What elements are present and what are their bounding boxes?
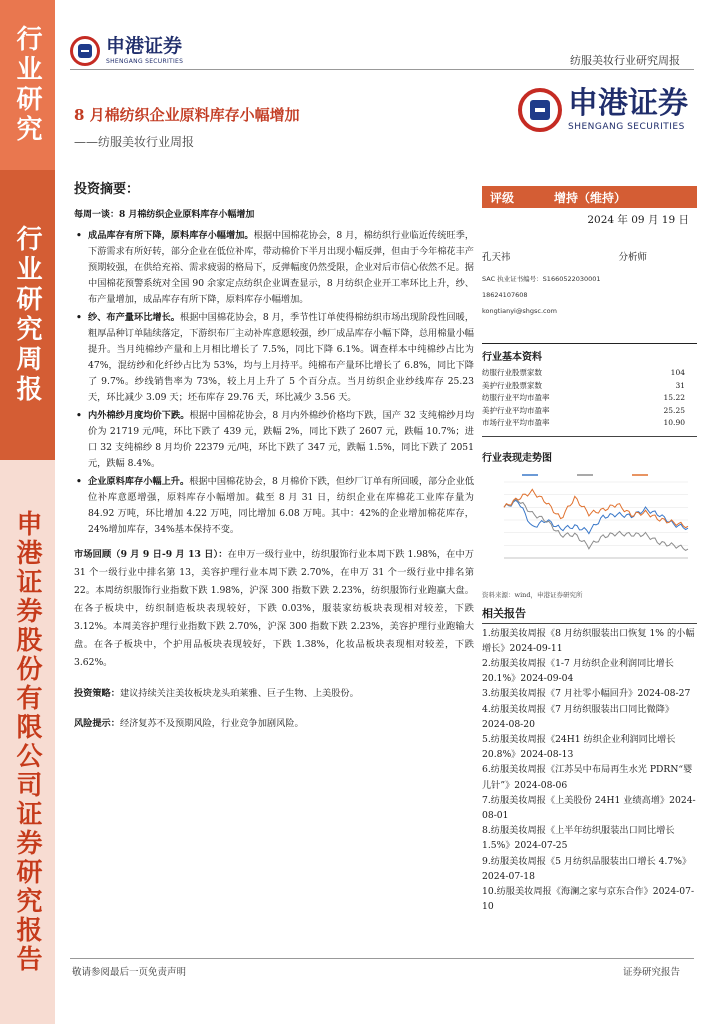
sidebar-section-weekly [0, 170, 55, 460]
logo-icon-large [518, 88, 562, 132]
related-report-item[interactable]: 7.纺服美妆周报《上美股份 24H1 业绩高增》2024-08-01 [482, 794, 696, 821]
industry-info-divider [482, 436, 697, 437]
summary-bullet: • 纱、布产量环比增长。根据中国棉花协会，8 月，季节性订单使得棉纺织市场出现阶段性回暖，粗厚品种订单陆续落定，下游织布厂主动补库意愿较强，纱厂成品库存小幅下降，总用棉量小幅提升。当月纯棉纱产量和上月相比增长了 7.5%，同比下降 6.1%。调查样本中纯棉纱占比为 47%，混纺纱和化纤纱占比为 53%，均与上月持平。纯棉布产量环比增长了 6.8%，同比下降了 9.7%。纱线销售率为 73%，较上月上升了 5 个百分点。当月纺织企业纱线库存 25.23 天，环比减少 3.09 天；坯布库存 29.76 天，环比减少 3.56 天。 [74, 310, 474, 406]
related-report-item[interactable]: 4.纺服美妆周报《7 月纺织服装出口同比微降》2024-08-20 [482, 703, 675, 730]
related-report-item[interactable]: 6.纺服美妆周报《江苏吴中布局再生水光 PDRN“婴儿针”》2024-08-06 [482, 764, 693, 791]
risk-warning: 风险提示：经济复苏不及预期风险，行业竞争加剧风险。 [74, 718, 304, 729]
related-report-item[interactable]: 5.纺服美妆周报《24H1 纺织企业利润同比增长 20.8%》2024-08-13 [482, 733, 676, 761]
main-logo [518, 85, 688, 132]
report-date: 2024 年 09 月 19 日 [587, 214, 689, 226]
footer-disclaimer[interactable]: 敬请参阅最后一页免责声明 [72, 967, 187, 978]
industry-performance-chart [482, 470, 692, 588]
related-report-item[interactable]: 10.纺服美妆周报《海澜之家与京东合作》2024-07-10 [482, 885, 695, 913]
analyst-info [482, 271, 697, 319]
logo-name-cn: 申港证券 [106, 35, 183, 57]
header-divider [70, 69, 694, 70]
analyst-sac: SAC 执业证书编号：S1660522030001 [482, 275, 601, 283]
sidebar-section-industry-research [0, 0, 55, 170]
industry-info-row: 纺服行业平均市盈率 15.22 [482, 393, 685, 402]
footer-divider [70, 958, 694, 959]
logo-icon [70, 36, 100, 66]
report-title: 8 月棉纺织企业原料库存小幅增加 [74, 106, 300, 124]
main-logo-name-cn: 申港证券 [568, 85, 688, 121]
industry-info-row: 美护行业股票家数 31 [482, 380, 685, 390]
analyst-email[interactable]: kongtianyi@shgsc.com [482, 307, 557, 315]
chart-source: 资料来源：wind，申港证券研究所 [482, 590, 583, 599]
summary-bullet: • 企业原料库存小幅上升。根据中国棉花协会，8 月棉价下跌，但纱厂订单有所回暖，部分企业低位补库意愿增强，原料库存小幅增加。截至 8 月 31 日，纺织企业在库棉花工业库存量为 84.92 万吨，环比增加 4.22 万吨，同比增加 6.08 万吨。其中：42%的企业增加棉花库存，24%增加库存，34%基本保持不变。 [74, 474, 474, 538]
rating-bar [482, 186, 697, 208]
sidebar-label-a: 行业研究 [12, 25, 42, 145]
industry-info-row: 纺服行业股票家数 104 [482, 368, 685, 377]
industry-info-row: 市场行业平均市盈率 10.90 [482, 418, 685, 427]
related-report-item[interactable]: 3.纺服美妆周报《7 月社零小幅回升》2024-08-27 [482, 688, 691, 700]
logo-name-en: SHENGANG SECURITIES [106, 58, 184, 65]
industry-info-table [482, 343, 697, 437]
main-logo-name-en: SHENGANG SECURITIES [568, 121, 685, 132]
chart-series-line [504, 500, 688, 533]
right-sidebar [482, 186, 697, 914]
header-logo [70, 36, 183, 66]
report-series: 纺服美妆行业研究周报 [570, 54, 680, 67]
sidebar-label-b: 行业研究周报 [12, 225, 42, 405]
report-subtitle: ——纺服美妆行业周报 [74, 135, 195, 149]
rating-label: 评级 [490, 190, 515, 205]
sidebar-section-company [0, 460, 55, 1024]
summary-bullet: • 内外棉纱月度均价下跌。根据中国棉花协会，8 月内外棉纱价格均下跌，国产 32 支纯棉纱月均价为 21719 元/吨，环比下跌了 439 元，跌幅 2%，同比下跌了 2607 元，跌幅 10.7%；进口 32 支纯棉纱 8 月均价 22379 元/吨，环比下跌了 347 元，跌幅 1.5%，同比下跌了 2051 元，跌幅 8.4%。 [74, 408, 474, 472]
summary-heading: 投资摘要： [74, 182, 140, 197]
investment-strategy: 投资策略：建议持续关注美妆板块龙头珀莱雅、巨子生物、上美股份。 [74, 688, 359, 699]
analyst-row [482, 249, 697, 263]
weekly-topic: 每周一谈：8 月棉纺织企业原料库存小幅增加 [74, 210, 255, 220]
rating-value: 增持（维持） [554, 190, 627, 205]
analyst-role: 分析师 [618, 252, 647, 263]
related-report-item[interactable]: 9.纺服美妆周报《5 月纺织品服装出口增长 4.7%》2024-07-18 [482, 855, 692, 882]
industry-info-heading: 行业基本资料 [482, 352, 542, 363]
related-report-item[interactable]: 1.纺服美妆周报《8 月纺织服装出口恢复 1% 的小幅增长》2024-09-11 [482, 627, 695, 654]
related-report-item[interactable]: 2.纺服美妆周报《1-7 月纺织企业利润同比增长 20.1%》2024-09-04 [482, 657, 674, 685]
chart-heading: 行业表现走势图 [482, 452, 552, 464]
related-reports-list [482, 626, 697, 915]
chart-series-line [504, 489, 688, 527]
summary-bullets [74, 228, 474, 538]
related-reports-heading: 相关报告 [482, 605, 697, 624]
market-review: 市场回顾（9 月 9 日-9 月 13 日）：在申万一级行业中，纺织服饰行业本周下跌 1.98%，在中万 31 个一级行业中排名第 13，美容护理行业本周下跌 2.70%，在申万 31 个一级行业中排名第 22。本周纺织服饰行业指数下跌 1.98%，沪深 300 指数下跌 2.23%，纺织服饰行业跑赢大盘。在各子板块中，纺织制造板块表现较好，下跌 0.03%，服装家纺板块表现相对较差，下跌 3.12%。本周美容护理行业指数下跌 2.70%，沪深 300 指数下跌 2.23%，美容护理行业跑输大盘。在各子板块中，个护用品板块表现较好，下跌 1.38%，化妆品板块表现相对较差，下跌 3.62%。 [74, 549, 474, 668]
industry-info-row: 美护行业平均市盈率 25.25 [482, 405, 685, 415]
investment-summary [74, 178, 474, 732]
summary-bullet: • 成品库存有所下降，原料库存小幅增加。根据中国棉花协会，8 月，棉纺织行业临近传统旺季，下游需求有所好转，部分企业在低位补库，带动棉价下半月出现小幅反弹，但由于今年棉花丰产预期较强，在供给充裕、需求疲弱的格局下，反弹幅度仍然受限，企业对后市信心依然不足。据中国棉花预警系统对全国 90 余家定点纺织企业调查显示，8 月纺织企业开工率环比上升，纱、布产量增加，成品库存有所下降，原料库存小幅增加。 [74, 228, 474, 308]
analyst-name: 孔天祎 [482, 252, 511, 263]
analyst-phone: 18624107608 [482, 291, 528, 299]
sidebar-label-c: 申港证券股份有限公司证券研究报告 [12, 510, 42, 974]
footer-label: 证券研究报告 [622, 967, 680, 978]
related-report-item[interactable]: 8.纺服美妆周报《上半年纺织服装出口同比增长 1.5%》2024-07-25 [482, 825, 675, 852]
